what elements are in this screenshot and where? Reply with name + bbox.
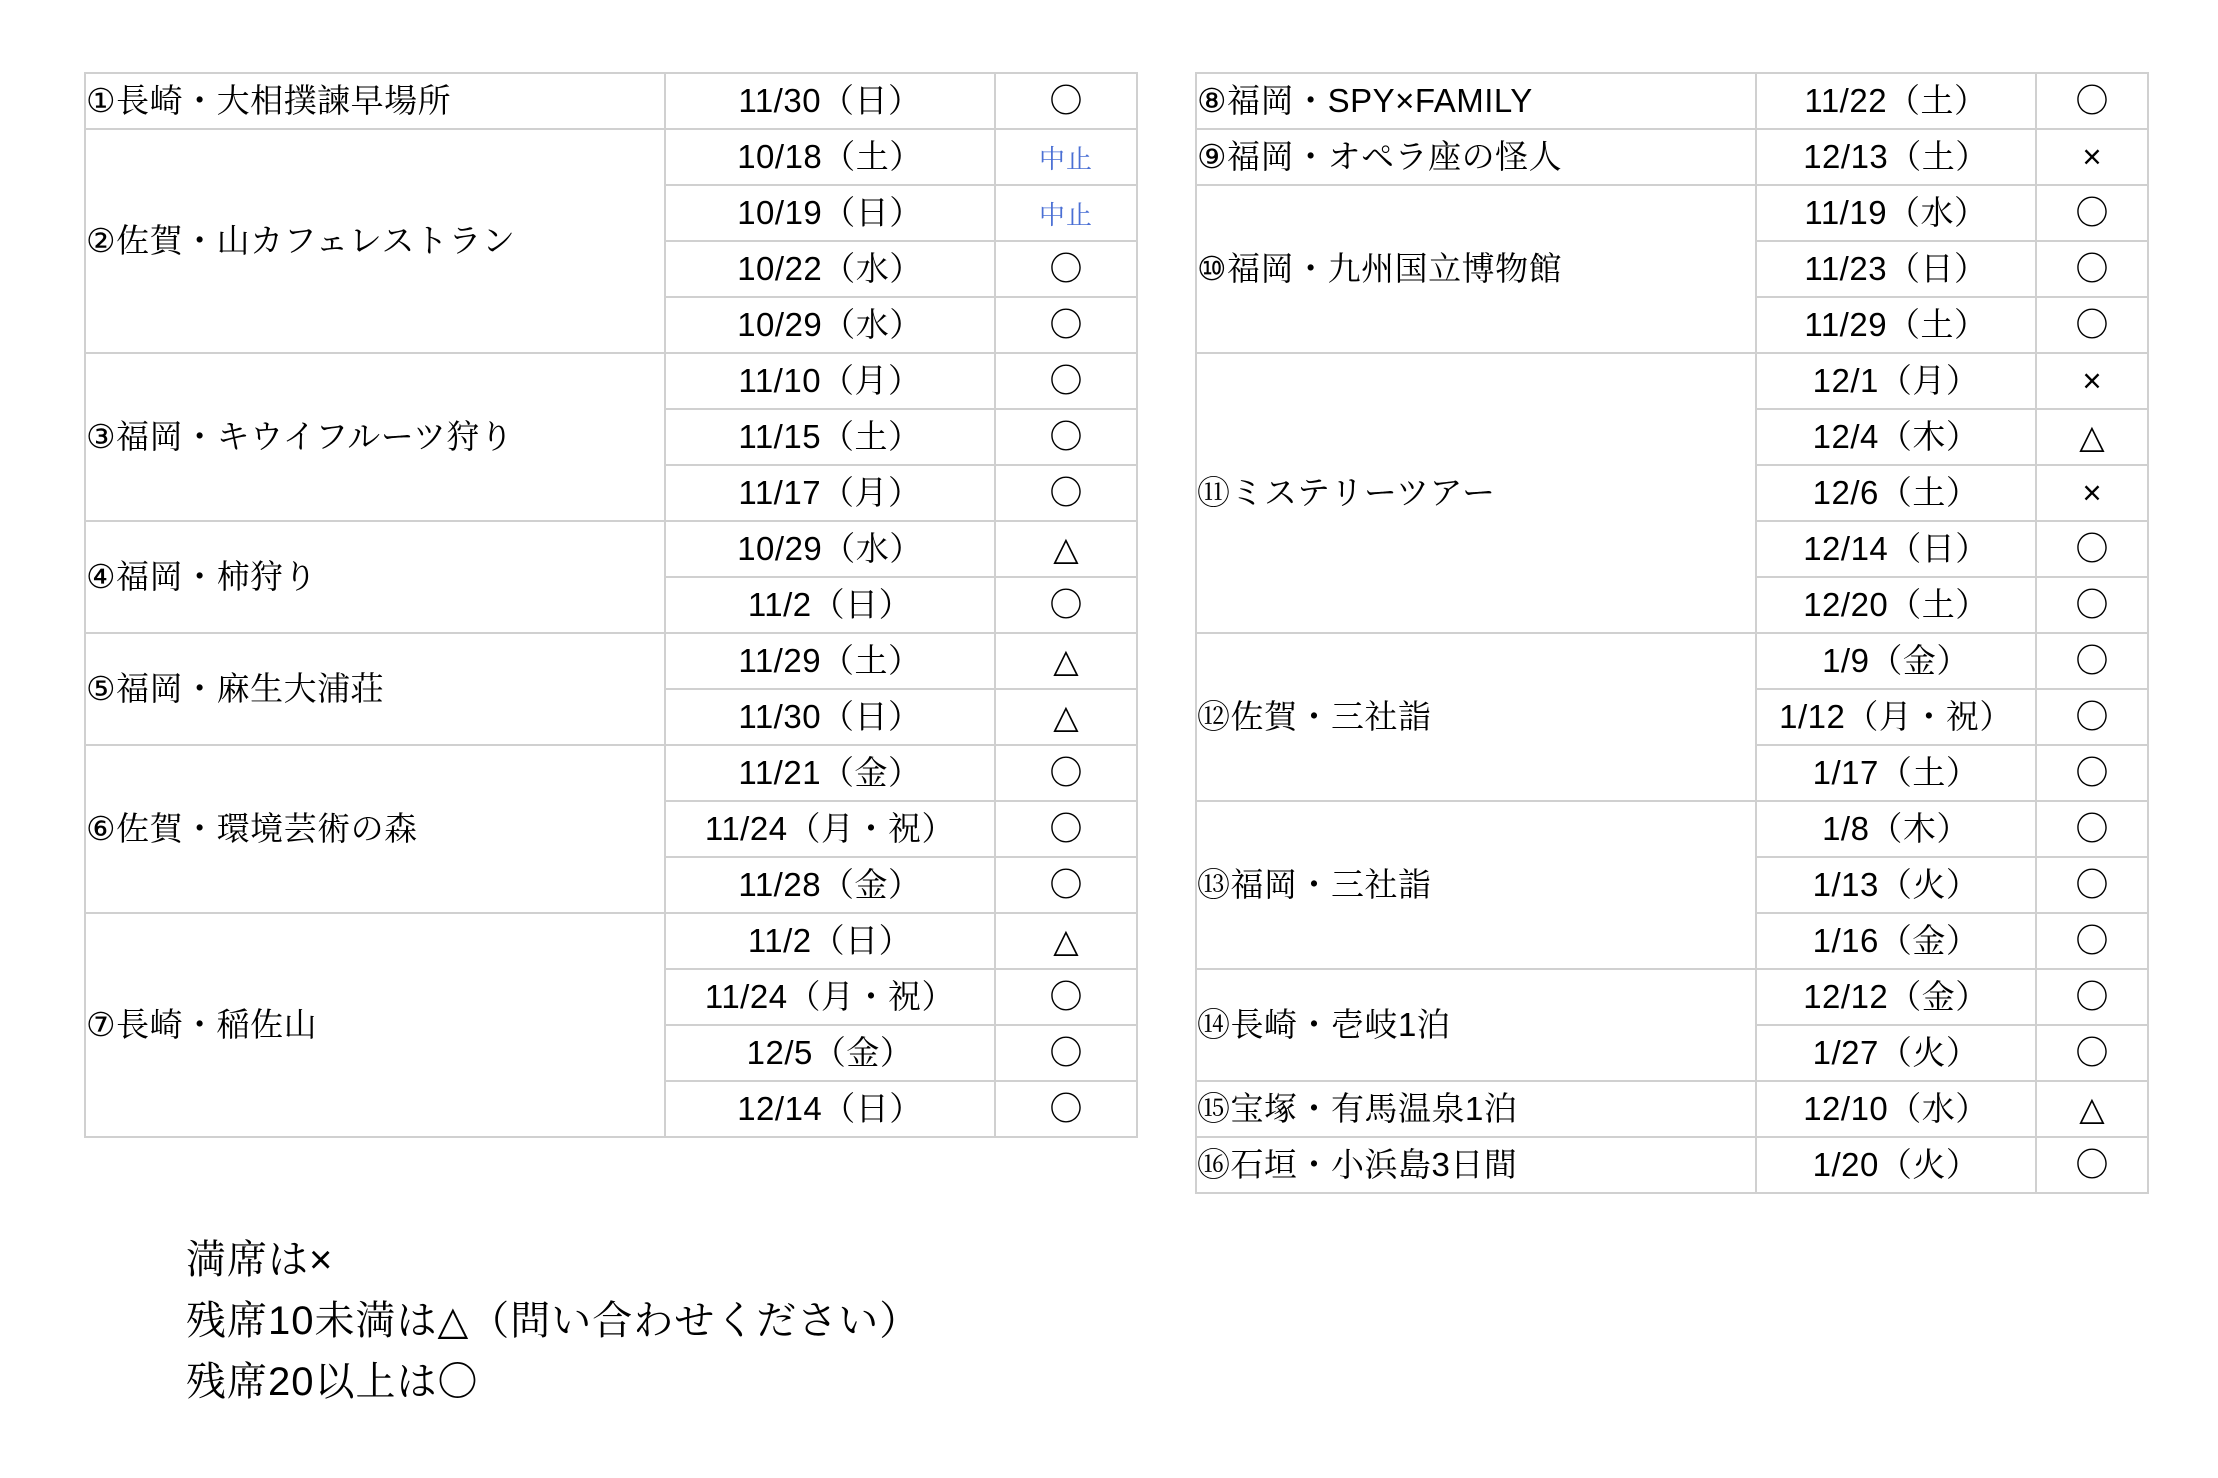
- availability-status-cell: [995, 857, 1137, 913]
- availability-status-cell: [995, 577, 1137, 633]
- tour-date-cell: 12/12（金）: [1756, 969, 2036, 1025]
- availability-status-cell: [2036, 1081, 2148, 1137]
- tour-date-cell: 11/2（日）: [665, 577, 995, 633]
- availability-status-cell: [2036, 913, 2148, 969]
- availability-status-cell: [995, 1081, 1137, 1137]
- status-badge: 〇: [2075, 754, 2109, 792]
- status-badge: 〇: [2075, 922, 2109, 960]
- availability-status-cell: [2036, 185, 2148, 241]
- table-row: [85, 745, 1137, 801]
- availability-status-cell: [2036, 689, 2148, 745]
- availability-status-cell: [995, 745, 1137, 801]
- table-row: [85, 129, 1137, 185]
- tour-date-cell: 10/29（水）: [665, 297, 995, 353]
- right-availability-table: [1195, 72, 2149, 1194]
- tour-date-cell: 11/29（土）: [665, 633, 995, 689]
- tour-date-cell: 12/1（月）: [1756, 353, 2036, 409]
- status-badge: 〇: [1049, 810, 1083, 848]
- tour-name-cell: ⑫佐賀・三社詣: [1196, 633, 1756, 801]
- status-badge: 〇: [1049, 306, 1083, 344]
- status-badge: 〇: [2075, 810, 2109, 848]
- availability-status-cell: [2036, 409, 2148, 465]
- table-row: [1196, 801, 2148, 857]
- availability-status-cell: [2036, 1137, 2148, 1193]
- status-badge: 〇: [2075, 642, 2109, 680]
- tour-date-cell: 11/19（水）: [1756, 185, 2036, 241]
- left-availability-table: [84, 72, 1138, 1138]
- table-row: [1196, 73, 2148, 129]
- tour-date-cell: 11/17（月）: [665, 465, 995, 521]
- tour-date-cell: 12/6（土）: [1756, 465, 2036, 521]
- tour-date-cell: 11/15（土）: [665, 409, 995, 465]
- status-badge: 中止: [1038, 200, 1093, 231]
- availability-status-cell: [2036, 969, 2148, 1025]
- status-badge: △: [1053, 698, 1079, 736]
- tour-name-cell: ⑨福岡・オペラ座の怪人: [1196, 129, 1756, 185]
- status-badge: 〇: [2075, 698, 2109, 736]
- tour-date-cell: 12/14（日）: [665, 1081, 995, 1137]
- table-row: [1196, 1081, 2148, 1137]
- status-badge: 〇: [2075, 306, 2109, 344]
- status-badge: ×: [2082, 474, 2102, 512]
- availability-status-cell: [2036, 1025, 2148, 1081]
- status-badge: △: [2079, 1090, 2105, 1128]
- status-badge: 〇: [2075, 1146, 2109, 1184]
- tour-name-cell: ⑭長崎・壱岐1泊: [1196, 969, 1756, 1081]
- status-badge: 〇: [2075, 250, 2109, 288]
- tour-date-cell: 1/20（火）: [1756, 1137, 2036, 1193]
- availability-status-cell: [995, 409, 1137, 465]
- availability-status-cell: [995, 1025, 1137, 1081]
- tour-date-cell: 11/30（日）: [665, 689, 995, 745]
- tour-date-cell: 11/29（土）: [1756, 297, 2036, 353]
- status-badge: 〇: [1049, 1090, 1083, 1128]
- table-row: [1196, 1137, 2148, 1193]
- status-badge: 〇: [2075, 1034, 2109, 1072]
- legend-line-available: 残席20以上は〇: [186, 1359, 479, 1404]
- tour-date-cell: 11/22（土）: [1756, 73, 2036, 129]
- tour-date-cell: 11/24（月・祝）: [665, 801, 995, 857]
- availability-status-cell: [995, 129, 1137, 185]
- availability-status-cell: [2036, 521, 2148, 577]
- right-availability-table-wrap: [1195, 72, 2147, 1194]
- availability-status-cell: [2036, 353, 2148, 409]
- tour-name-cell: ③福岡・キウイフルーツ狩り: [85, 353, 665, 521]
- tour-date-cell: 11/10（月）: [665, 353, 995, 409]
- availability-status-cell: [995, 969, 1137, 1025]
- tour-name-cell: ④福岡・柿狩り: [85, 521, 665, 633]
- tour-date-cell: 11/28（金）: [665, 857, 995, 913]
- status-badge: 〇: [2075, 82, 2109, 120]
- status-badge: △: [1053, 922, 1079, 960]
- availability-status-cell: [995, 521, 1137, 577]
- availability-status-cell: [995, 185, 1137, 241]
- table-row: [85, 913, 1137, 969]
- tour-date-cell: 12/13（土）: [1756, 129, 2036, 185]
- table-row: [1196, 633, 2148, 689]
- status-badge: △: [1053, 530, 1079, 568]
- availability-status-cell: [995, 241, 1137, 297]
- status-badge: 〇: [1049, 866, 1083, 904]
- availability-status-cell: [2036, 857, 2148, 913]
- tour-name-cell: ⑦長崎・稲佐山: [85, 913, 665, 1137]
- availability-status-cell: [2036, 297, 2148, 353]
- tour-date-cell: 10/19（日）: [665, 185, 995, 241]
- tour-date-cell: 11/30（日）: [665, 73, 995, 129]
- status-badge: 〇: [2075, 866, 2109, 904]
- status-badge: 〇: [2075, 586, 2109, 624]
- status-badge: 〇: [1049, 1034, 1083, 1072]
- table-row: [85, 73, 1137, 129]
- legend: [186, 1230, 920, 1412]
- tour-name-cell: ⑤福岡・麻生大浦荘: [85, 633, 665, 745]
- table-row: [85, 521, 1137, 577]
- availability-status-cell: [2036, 465, 2148, 521]
- tour-name-cell: ②佐賀・山カフェレストラン: [85, 129, 665, 353]
- availability-status-cell: [995, 465, 1137, 521]
- status-badge: ×: [2082, 362, 2102, 400]
- tour-date-cell: 1/12（月・祝）: [1756, 689, 2036, 745]
- availability-status-cell: [995, 633, 1137, 689]
- availability-status-cell: [995, 73, 1137, 129]
- table-row: [85, 633, 1137, 689]
- availability-status-cell: [2036, 241, 2148, 297]
- tour-date-cell: 1/16（金）: [1756, 913, 2036, 969]
- availability-status-cell: [2036, 129, 2148, 185]
- table-row: [85, 353, 1137, 409]
- tour-name-cell: ⑯石垣・小浜島3日間: [1196, 1137, 1756, 1193]
- availability-status-cell: [2036, 801, 2148, 857]
- table-row: [1196, 129, 2148, 185]
- tour-date-cell: 10/29（水）: [665, 521, 995, 577]
- availability-status-cell: [2036, 633, 2148, 689]
- tour-date-cell: 1/8（木）: [1756, 801, 2036, 857]
- tour-date-cell: 10/18（土）: [665, 129, 995, 185]
- status-badge: 〇: [1049, 418, 1083, 456]
- status-badge: 〇: [1049, 362, 1083, 400]
- tour-name-cell: ⑪ミステリーツアー: [1196, 353, 1756, 633]
- tour-date-cell: 12/14（日）: [1756, 521, 2036, 577]
- tour-name-cell: ⑥佐賀・環境芸術の森: [85, 745, 665, 913]
- tour-date-cell: 12/20（土）: [1756, 577, 2036, 633]
- tour-date-cell: 1/17（土）: [1756, 745, 2036, 801]
- status-badge: 〇: [1049, 754, 1083, 792]
- tour-date-cell: 11/21（金）: [665, 745, 995, 801]
- availability-status-cell: [2036, 577, 2148, 633]
- status-badge: 〇: [1049, 586, 1083, 624]
- tour-name-cell: ⑮宝塚・有馬温泉1泊: [1196, 1081, 1756, 1137]
- status-badge: △: [2079, 418, 2105, 456]
- status-badge: △: [1053, 642, 1079, 680]
- table-row: [1196, 353, 2148, 409]
- status-badge: ×: [2082, 138, 2102, 176]
- legend-line-full: 満席は×: [186, 1238, 334, 1282]
- tour-date-cell: 12/4（木）: [1756, 409, 2036, 465]
- availability-status-cell: [2036, 745, 2148, 801]
- availability-status-cell: [995, 353, 1137, 409]
- tour-name-cell: ⑩福岡・九州国立博物館: [1196, 185, 1756, 353]
- availability-status-cell: [995, 801, 1137, 857]
- left-availability-table-wrap: [84, 72, 1136, 1138]
- tour-date-cell: 1/13（火）: [1756, 857, 2036, 913]
- status-badge: 〇: [1049, 474, 1083, 512]
- tour-date-cell: 1/27（火）: [1756, 1025, 2036, 1081]
- availability-status-cell: [995, 689, 1137, 745]
- tour-name-cell: ⑬福岡・三社詣: [1196, 801, 1756, 969]
- availability-status-cell: [995, 297, 1137, 353]
- tour-date-cell: 12/5（金）: [665, 1025, 995, 1081]
- status-badge: 〇: [1049, 250, 1083, 288]
- status-badge: 〇: [1049, 978, 1083, 1016]
- tour-name-cell: ⑧福岡・SPY×FAMILY: [1196, 73, 1756, 129]
- tour-date-cell: 12/10（水）: [1756, 1081, 2036, 1137]
- availability-status-cell: [995, 913, 1137, 969]
- tour-date-cell: 11/2（日）: [665, 913, 995, 969]
- tour-date-cell: 1/9（金）: [1756, 633, 2036, 689]
- availability-status-cell: [2036, 73, 2148, 129]
- status-badge: 〇: [1049, 82, 1083, 120]
- tour-date-cell: 11/24（月・祝）: [665, 969, 995, 1025]
- tour-date-cell: 10/22（水）: [665, 241, 995, 297]
- status-badge: 〇: [2075, 978, 2109, 1016]
- status-badge: 〇: [2075, 194, 2109, 232]
- table-row: [1196, 185, 2148, 241]
- status-badge: 中止: [1038, 144, 1093, 175]
- status-badge: 〇: [2075, 530, 2109, 568]
- legend-line-few: 残席10未満は△（問い合わせください）: [186, 1298, 921, 1343]
- table-row: [1196, 969, 2148, 1025]
- tour-name-cell: ①長崎・大相撲諫早場所: [85, 73, 665, 129]
- tour-date-cell: 11/23（日）: [1756, 241, 2036, 297]
